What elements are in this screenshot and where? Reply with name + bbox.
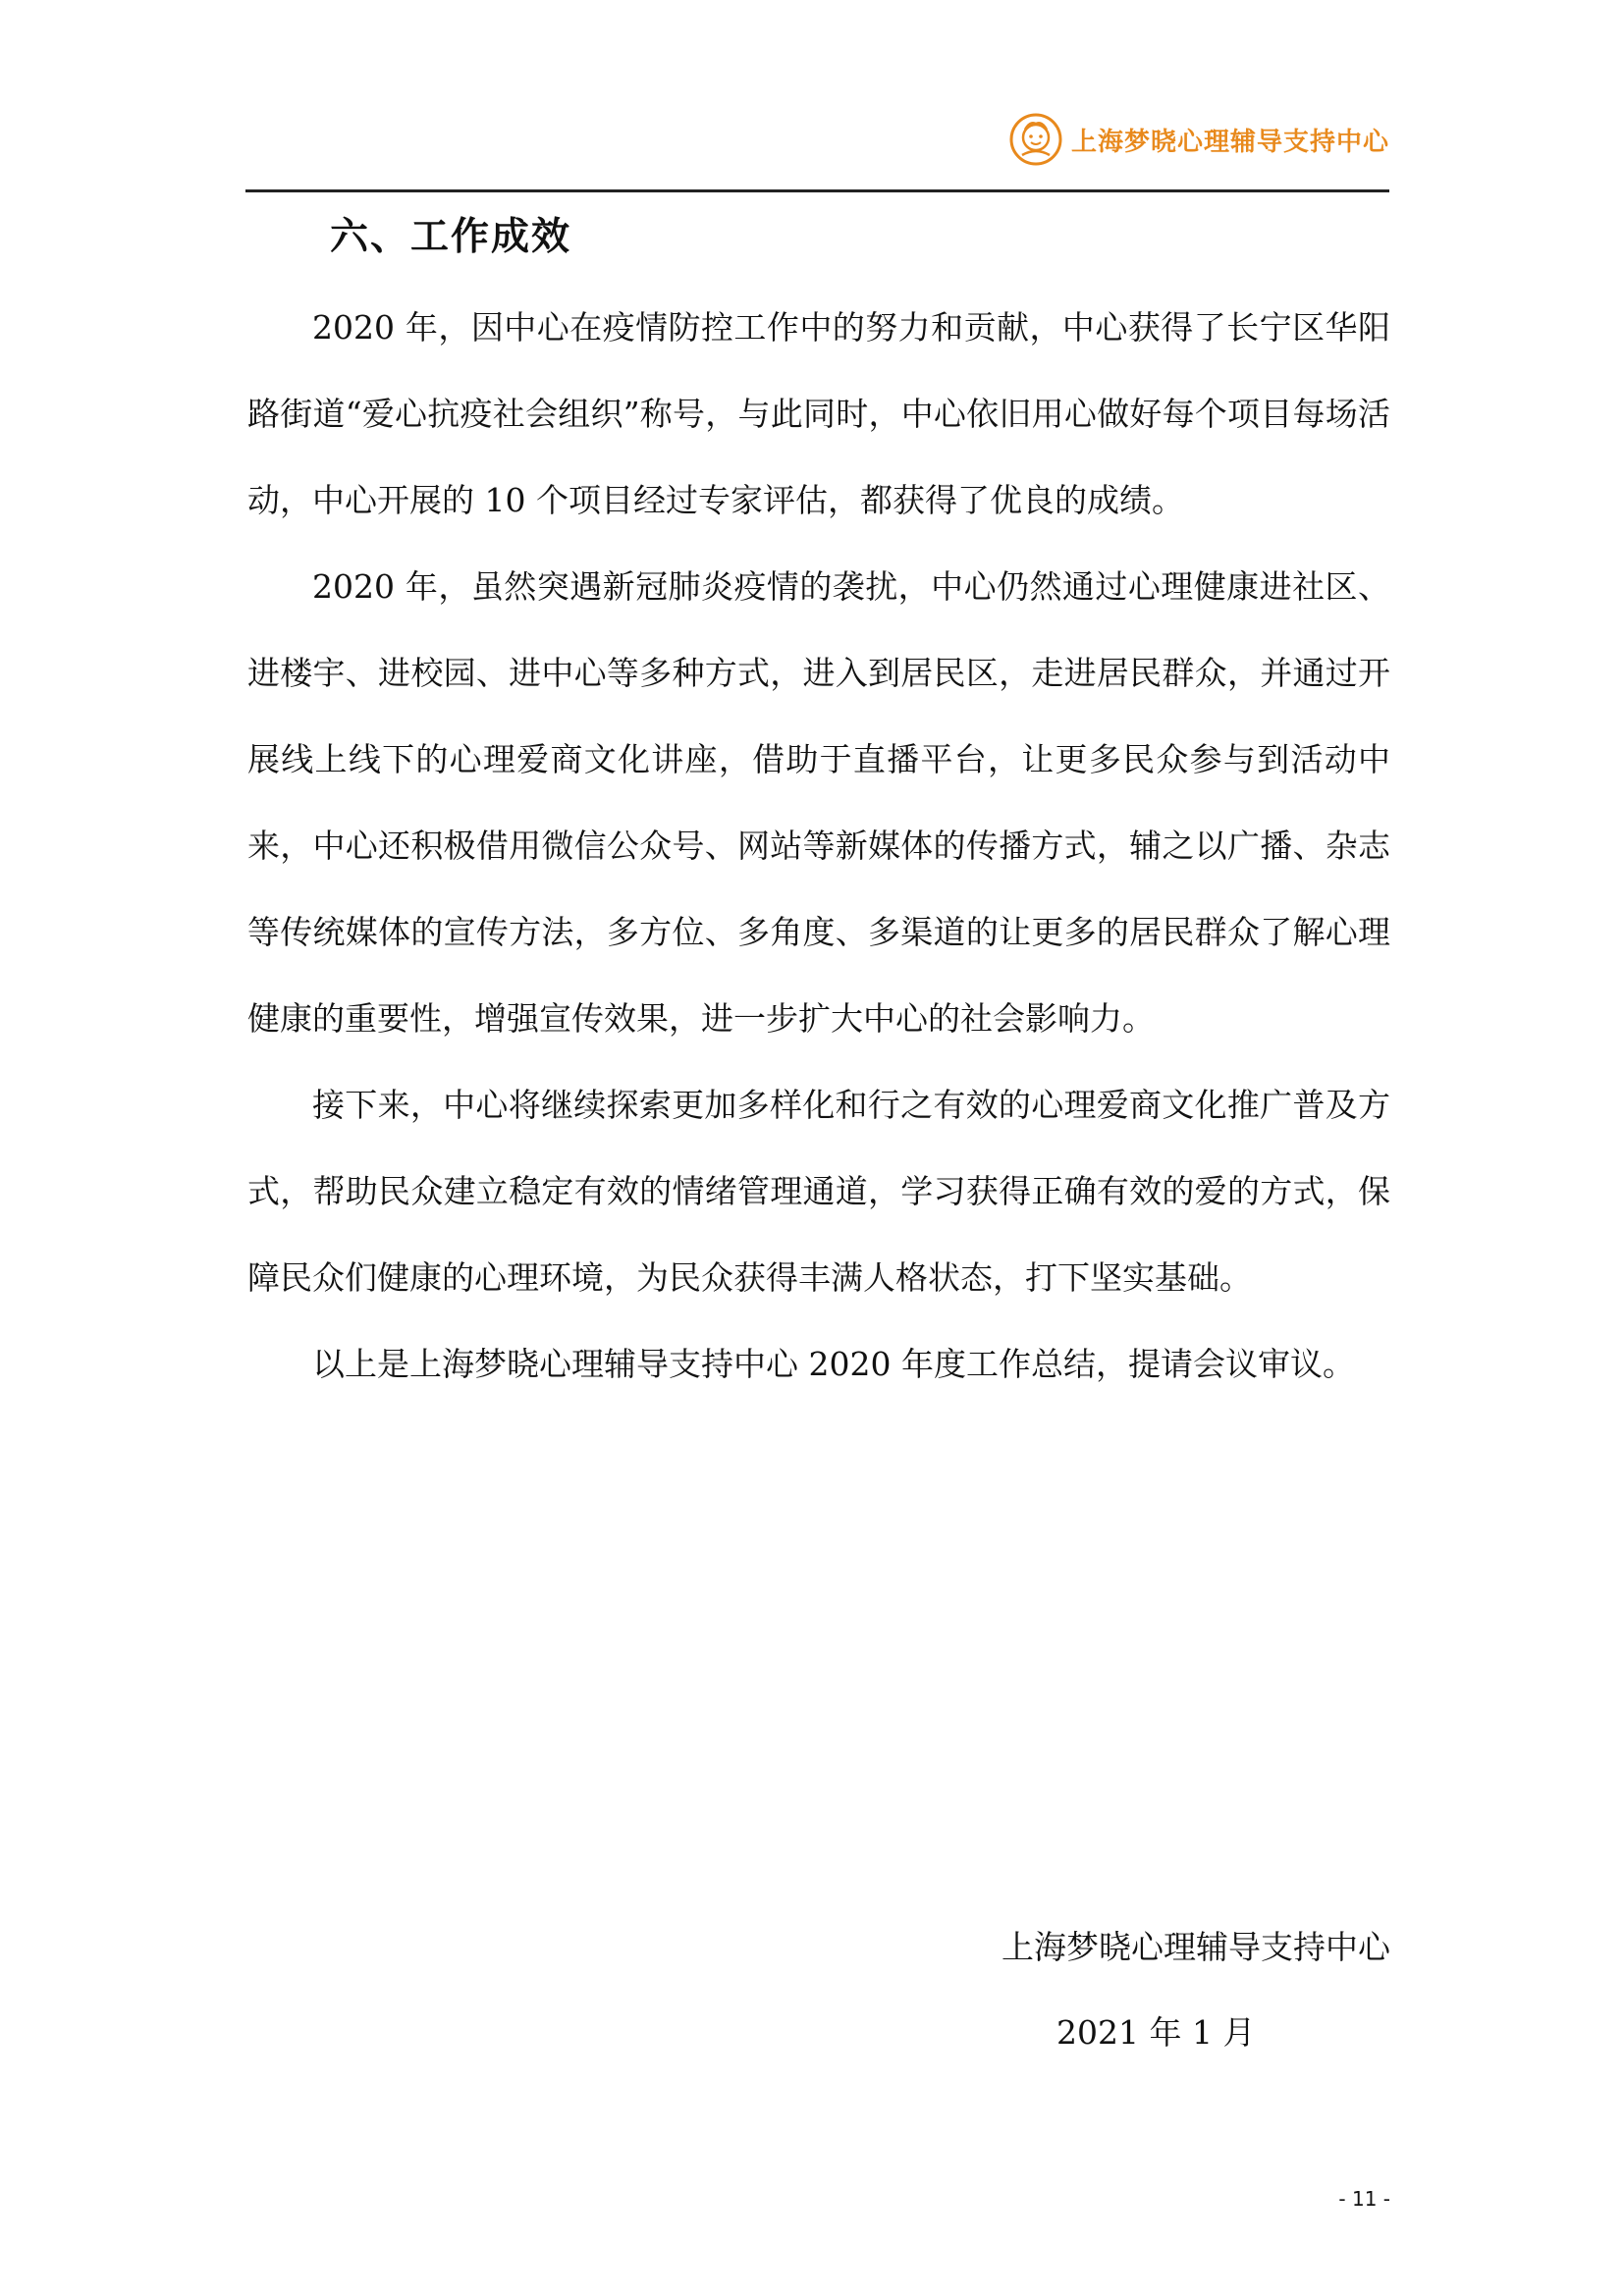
header-divider bbox=[245, 189, 1389, 192]
paragraph-next-steps: 接下来，中心将继续探索更加多样化和行之有效的心理爱商文化推广普及方式，帮助民众建立稳定有效的情绪管理通道，学习获得正确有效的爱的方式，保障民众们健康的心理环境，为民众获得丰满人格状态，打下坚实基础。 bbox=[247, 1086, 1390, 1297]
dream-child-logo-icon bbox=[1008, 112, 1063, 167]
brand-name: 上海梦晓心理辅导支持中心 bbox=[1070, 127, 1389, 157]
page-number: - 11 - bbox=[1338, 2187, 1390, 2211]
signature-date: 2021 年 1 月 bbox=[1056, 2013, 1256, 2052]
paragraph-achievements: 2020 年，因中心在疫情防控工作中的努力和贡献，中心获得了长宁区华阳路街道“爱心抗疫社会组织”称号，与此同时，中心依旧用心做好每个项目每场活动，中心开展的 10 个项目经过专家评估，都获得了优良的成绩。 bbox=[247, 308, 1390, 519]
signature-organization: 上海梦晓心理辅导支持中心 bbox=[1001, 1928, 1390, 1966]
section-heading: 六、工作成效 bbox=[330, 215, 572, 259]
paragraph-outreach: 2020 年，虽然突遇新冠肺炎疫情的袭扰，中心仍然通过心理健康进社区、进楼宇、进校园、进中心等多种方式，进入到居民区，走进居民群众，并通过开展线上线下的心理爱商文化讲座，借助于直播平台，让更多民众参与到活动中来，中心还积极借用微信公众号、网站等新媒体的传播方式，辅之以广播、杂志等传统媒体的宣传方法，多方位、多角度、多渠道的让更多的居民群众了解心理健康的重要性，增强宣传效果，进一步扩大中心的社会影响力。 bbox=[247, 567, 1390, 1038]
paragraph-conclusion: 以上是上海梦晓心理辅导支持中心 2020 年度工作总结，提请会议审议。 bbox=[312, 1345, 1355, 1383]
header-brand bbox=[1008, 112, 1389, 167]
body-text bbox=[247, 285, 1390, 1408]
page-header bbox=[245, 108, 1389, 192]
